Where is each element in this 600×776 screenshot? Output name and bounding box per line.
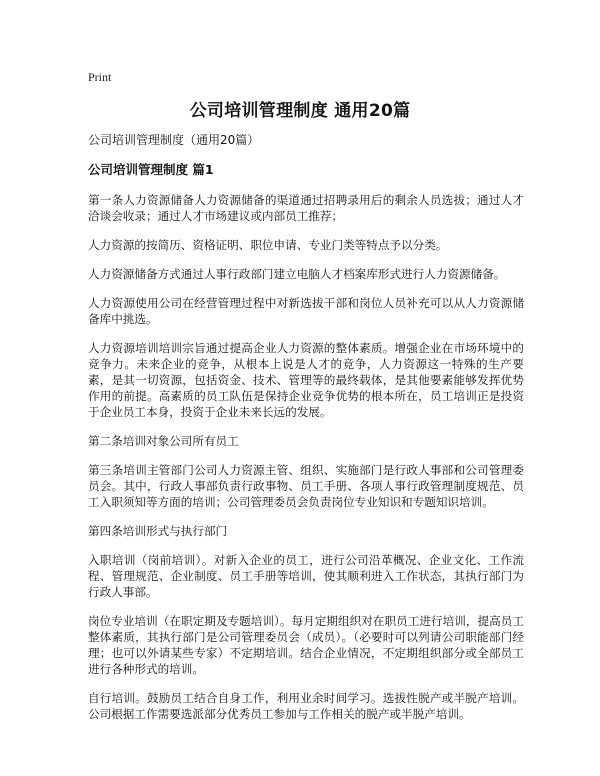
paragraph: 岗位专业培训（在职定期及专题培训）。每月定期组织对在职员工进行培训，提高员工整体素质，其执行部门是公司管理委员会（成员）。（必要时可以列请公司职能部门经理；也可以外请某些专家）不定期培训。结合企业情况，不定期组织部分或全部员工进行各种形式的培训。	[88, 614, 524, 676]
document-body	[88, 132, 524, 735]
paragraph: 第二条培训对象公司所有员工	[88, 434, 239, 448]
paragraph: 第四条培训形式与执行部门	[88, 524, 228, 538]
section-heading: 公司培训管理制度 篇1	[88, 162, 214, 177]
document-subtitle: 公司培训管理制度（通用20篇）	[88, 133, 260, 147]
paragraph: 第一条人力资源储备人力资源储备的渠道通过招聘录用后的剩余人员选拔；通过人才洽谈会收录；通过人才市场建议或内部员工推荐；	[88, 193, 524, 223]
paragraph: 人力资源培训培训宗旨通过提高企业人力资源的整体素质。增强企业在市场环境中的竞争力。未来企业的竞争，从根本上说是人才的竞争，人力资源这一特殊的生产要素，是其一切资源，包括资金、技术、管理等的最终载体，是其他要素能够发挥优势作用的前提。高素质的员工队伍是保持企业竞争优势的根本所在，员工培训正是投资于企业员工本身，投资于企业未来长远的发展。	[88, 341, 524, 419]
paragraph: 人力资源的按简历、资格证明、职位申请、专业门类等特点予以分类。	[88, 238, 448, 252]
print-label[interactable]: Print	[88, 70, 112, 84]
paragraph: 自行培训。鼓励员工结合自身工作，利用业余时间学习。选拔性脱产或半脱产培训。公司根据工作需要选派部分优秀员工参加与工作相关的脱产或半脱产培训。	[88, 691, 524, 721]
paragraph: 入职培训（岗前培训）。对新入企业的员工，进行公司沿革概况、企业文化、工作流程、管理规范、企业制度、员工手册等培训，使其顺利进入工作状态，其执行部门为行政人事部。	[88, 553, 524, 599]
paragraph: 第三条培训主管部门公司人力资源主管、组织、实施部门是行政人事部和公司管理委员会。其中，行政人事部负责行政事物、员工手册、各项人事行政管理制度规范、员工入职须知等方面的培训；公司管理委员会负责岗位专业知识和专题知识培训。	[88, 463, 524, 509]
document-title: 公司培训管理制度 通用20篇	[189, 101, 411, 121]
paragraph: 人力资源储备方式通过人事行政部门建立电脑人才档案库形式进行人力资源储备。	[88, 267, 506, 281]
paragraph: 人力资源使用公司在经营管理过程中对新选拔干部和岗位人员补充可以从人力资源储备库中挑选。	[88, 296, 524, 326]
